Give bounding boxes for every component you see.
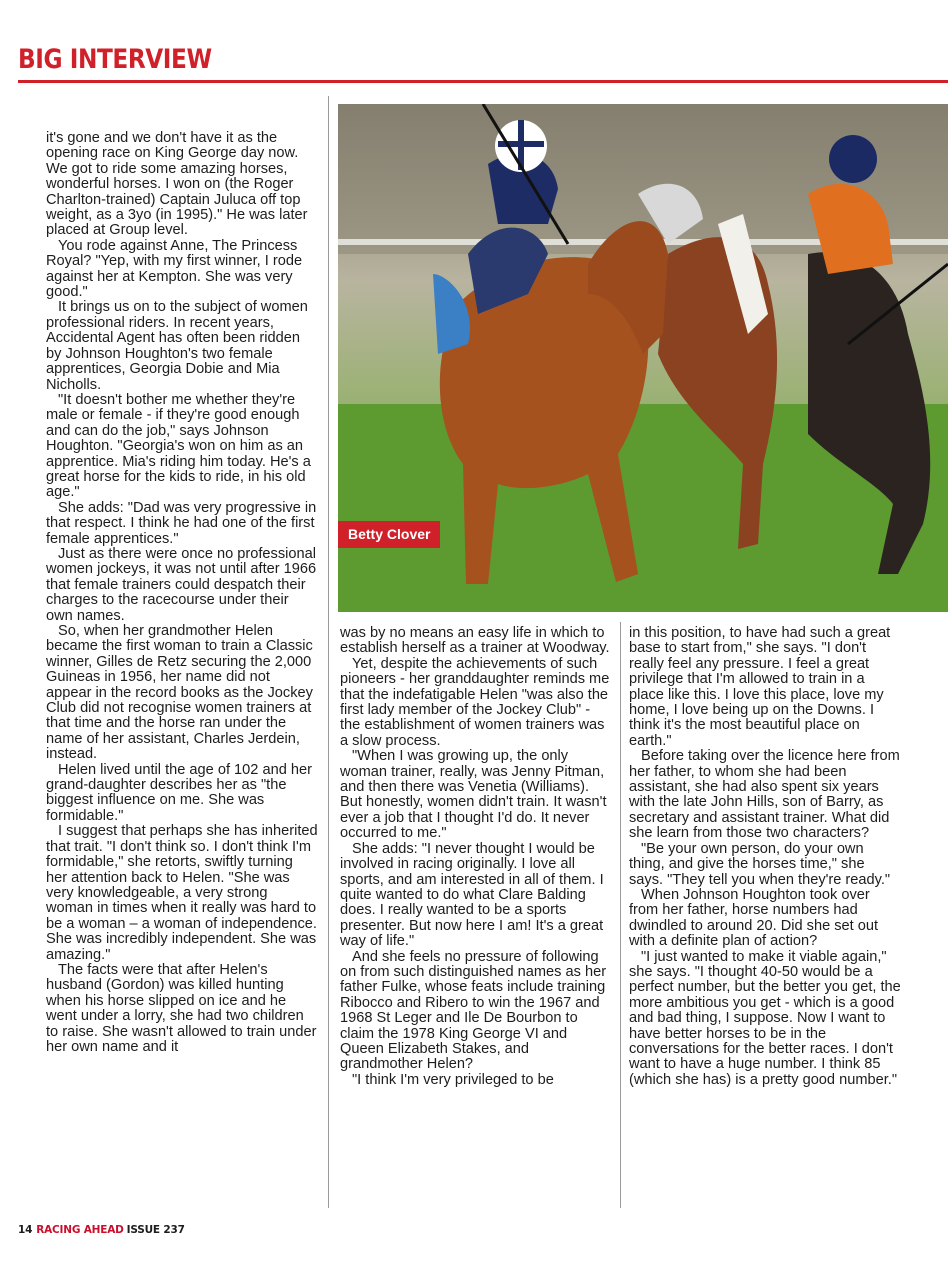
- article-paragraph: it's gone and we don't have it as the opening race on King George day now. We got to ride some amazing horses, wonderful horses. I won on (the Roger Charlton-trained) Captain Juluca off top weight, as a 3yo (in 1995)." He was later placed at Group level.: [46, 131, 308, 239]
- page-number: 14: [18, 1224, 33, 1236]
- article-paragraph: When Johnson Houghton took over from her father, horse numbers had dwindled to around 20. Did she set out with a definite plan of action?: [629, 886, 879, 950]
- column-divider: [620, 622, 621, 1208]
- photo-caption: Betty Clover: [338, 521, 440, 548]
- article-paragraph: Helen lived until the age of 102 and her grand-daughter describes her as "the biggest influence on me. She was formidable.": [46, 761, 312, 824]
- article-paragraph: in this position, to have had such a great base to start from," she says. "I don't really feel any pressure. I feel a great privilege that I'm allowed to train in a place like this. I love this place, love my home, I love being up on the Downs. I think it's the most beautiful place on earth.": [629, 626, 891, 749]
- article-paragraph: Yet, despite the achievements of such pioneers - her granddaughter reminds me that the indefatigable Helen "was also the first lady member of the Jockey Club" - the establishment of women trainers was a slow process.: [340, 655, 610, 749]
- article-paragraph: She adds: "I never thought I would be involved in racing originally. I love all sports, and am interested in all of them. I quite wanted to do what Clare Balding does. I really wanted to be a sports presenter. But now here I am! It's a great way of life.": [340, 840, 604, 950]
- article-paragraph: "I just wanted to make it viable again," she says. "I thought 40-50 would be a perfect number, but the better you get, the more ambitious you get - which is a good and bad thing, I suppose. Now I want to have better horses to be in the conversations for the better races. I don't want to have a huge number. I think 85 (which she has) is a pretty good number.": [629, 948, 901, 1088]
- article-paragraph: The facts were that after Helen's husband (Gordon) was killed hunting when his horse slipped on ice and he went under a lorry, she had two children to raise. She wasn't allowed to train under her own name and it: [46, 961, 317, 1055]
- article-column-3: [629, 626, 901, 1241]
- article-paragraph: "It doesn't bother me whether they're male or female - if they're good enough and can do the job," says Johnson Houghton. "Georgia's won on him as an apprentice. Mia's riding him today. He's a great horse for the kids to ride, in his old age.": [46, 391, 311, 501]
- article-paragraph: "When I was growing up, the only woman trainer, really, was Jenny Pitman, and then there was Venetia (Williams). But honestly, women didn't train. It wasn't ever a job that I thought I'd do. It never occurred to me.": [340, 748, 607, 842]
- article-paragraph: Before taking over the licence here from her father, to whom she had been assistant, she had also spent six years with the late John Hills, son of Barry, as secretary and assistant trainer. What did she learn from those two characters?: [629, 748, 900, 842]
- article-paragraph: You rode against Anne, The Princess Royal? "Yep, with my first winner, I rode against her at Kempton. She was very good.": [46, 237, 303, 301]
- magazine-name: RACING AHEAD: [36, 1224, 124, 1236]
- article-paragraph: Just as there were once no professional women jockeys, it was not until after 1966 that female trainers could despatch their charges to the racecourse under their own names.: [46, 545, 317, 624]
- article-column-1: [46, 131, 318, 1216]
- article-paragraph: was by no means an easy life in which to establish herself as a trainer at Woodway.: [340, 626, 610, 657]
- article-paragraph: And she feels no pressure of following on from such distinguished names as her father Fulke, whose feats include training Ribocco and Ribero to win the 1967 and 1968 St Leger and Ile De Bourbon to claim the 1978 King George VI and Queen Elizabeth Stakes, and grandmother Helen?: [340, 948, 607, 1073]
- article-paragraph: It brings us on to the subject of women professional riders. In recent years, Accidental Agent has often been ridden by Johnson Houghton's two female apprentices, Georgia Dobie and Mia Nicholls.: [46, 299, 308, 393]
- article-paragraph: "Be your own person, do your own thing, and give the horses time," she says. "They tell you when they're ready.": [629, 840, 891, 888]
- article-paragraph: So, when her grandmother Helen became the first woman to train a Classic winner, Gilles de Retz securing the 2,000 Guineas in 1956, her name did not appear in the record books as the Jockey Club did not recognise women trainers at that time and the horse ran under the name of her assistant, Charles Jerdein, instead.: [46, 623, 313, 763]
- issue-number: ISSUE 237: [126, 1224, 185, 1236]
- article-paragraph: "I think I'm very privileged to be: [352, 1071, 554, 1088]
- section-title: BIG INTERVIEW: [18, 44, 212, 75]
- column-divider: [328, 96, 329, 1208]
- article-paragraph: I suggest that perhaps she has inherited that trait. "I don't think so. I don't think I'm formidable," she retorts, swiftly turning her attention back to Helen. "She was very knowledgeable, a very strong woman in times when it really was hard to be a woman – a woman of independence. She was incredibly independent. She was amazing.": [46, 823, 318, 963]
- article-paragraph: She adds: "Dad was very progressive in that respect. I think he had one of the first female apprentices.": [46, 499, 317, 547]
- article-column-2: [340, 626, 612, 1241]
- page-footer: [18, 1224, 185, 1236]
- title-rule: [18, 80, 948, 83]
